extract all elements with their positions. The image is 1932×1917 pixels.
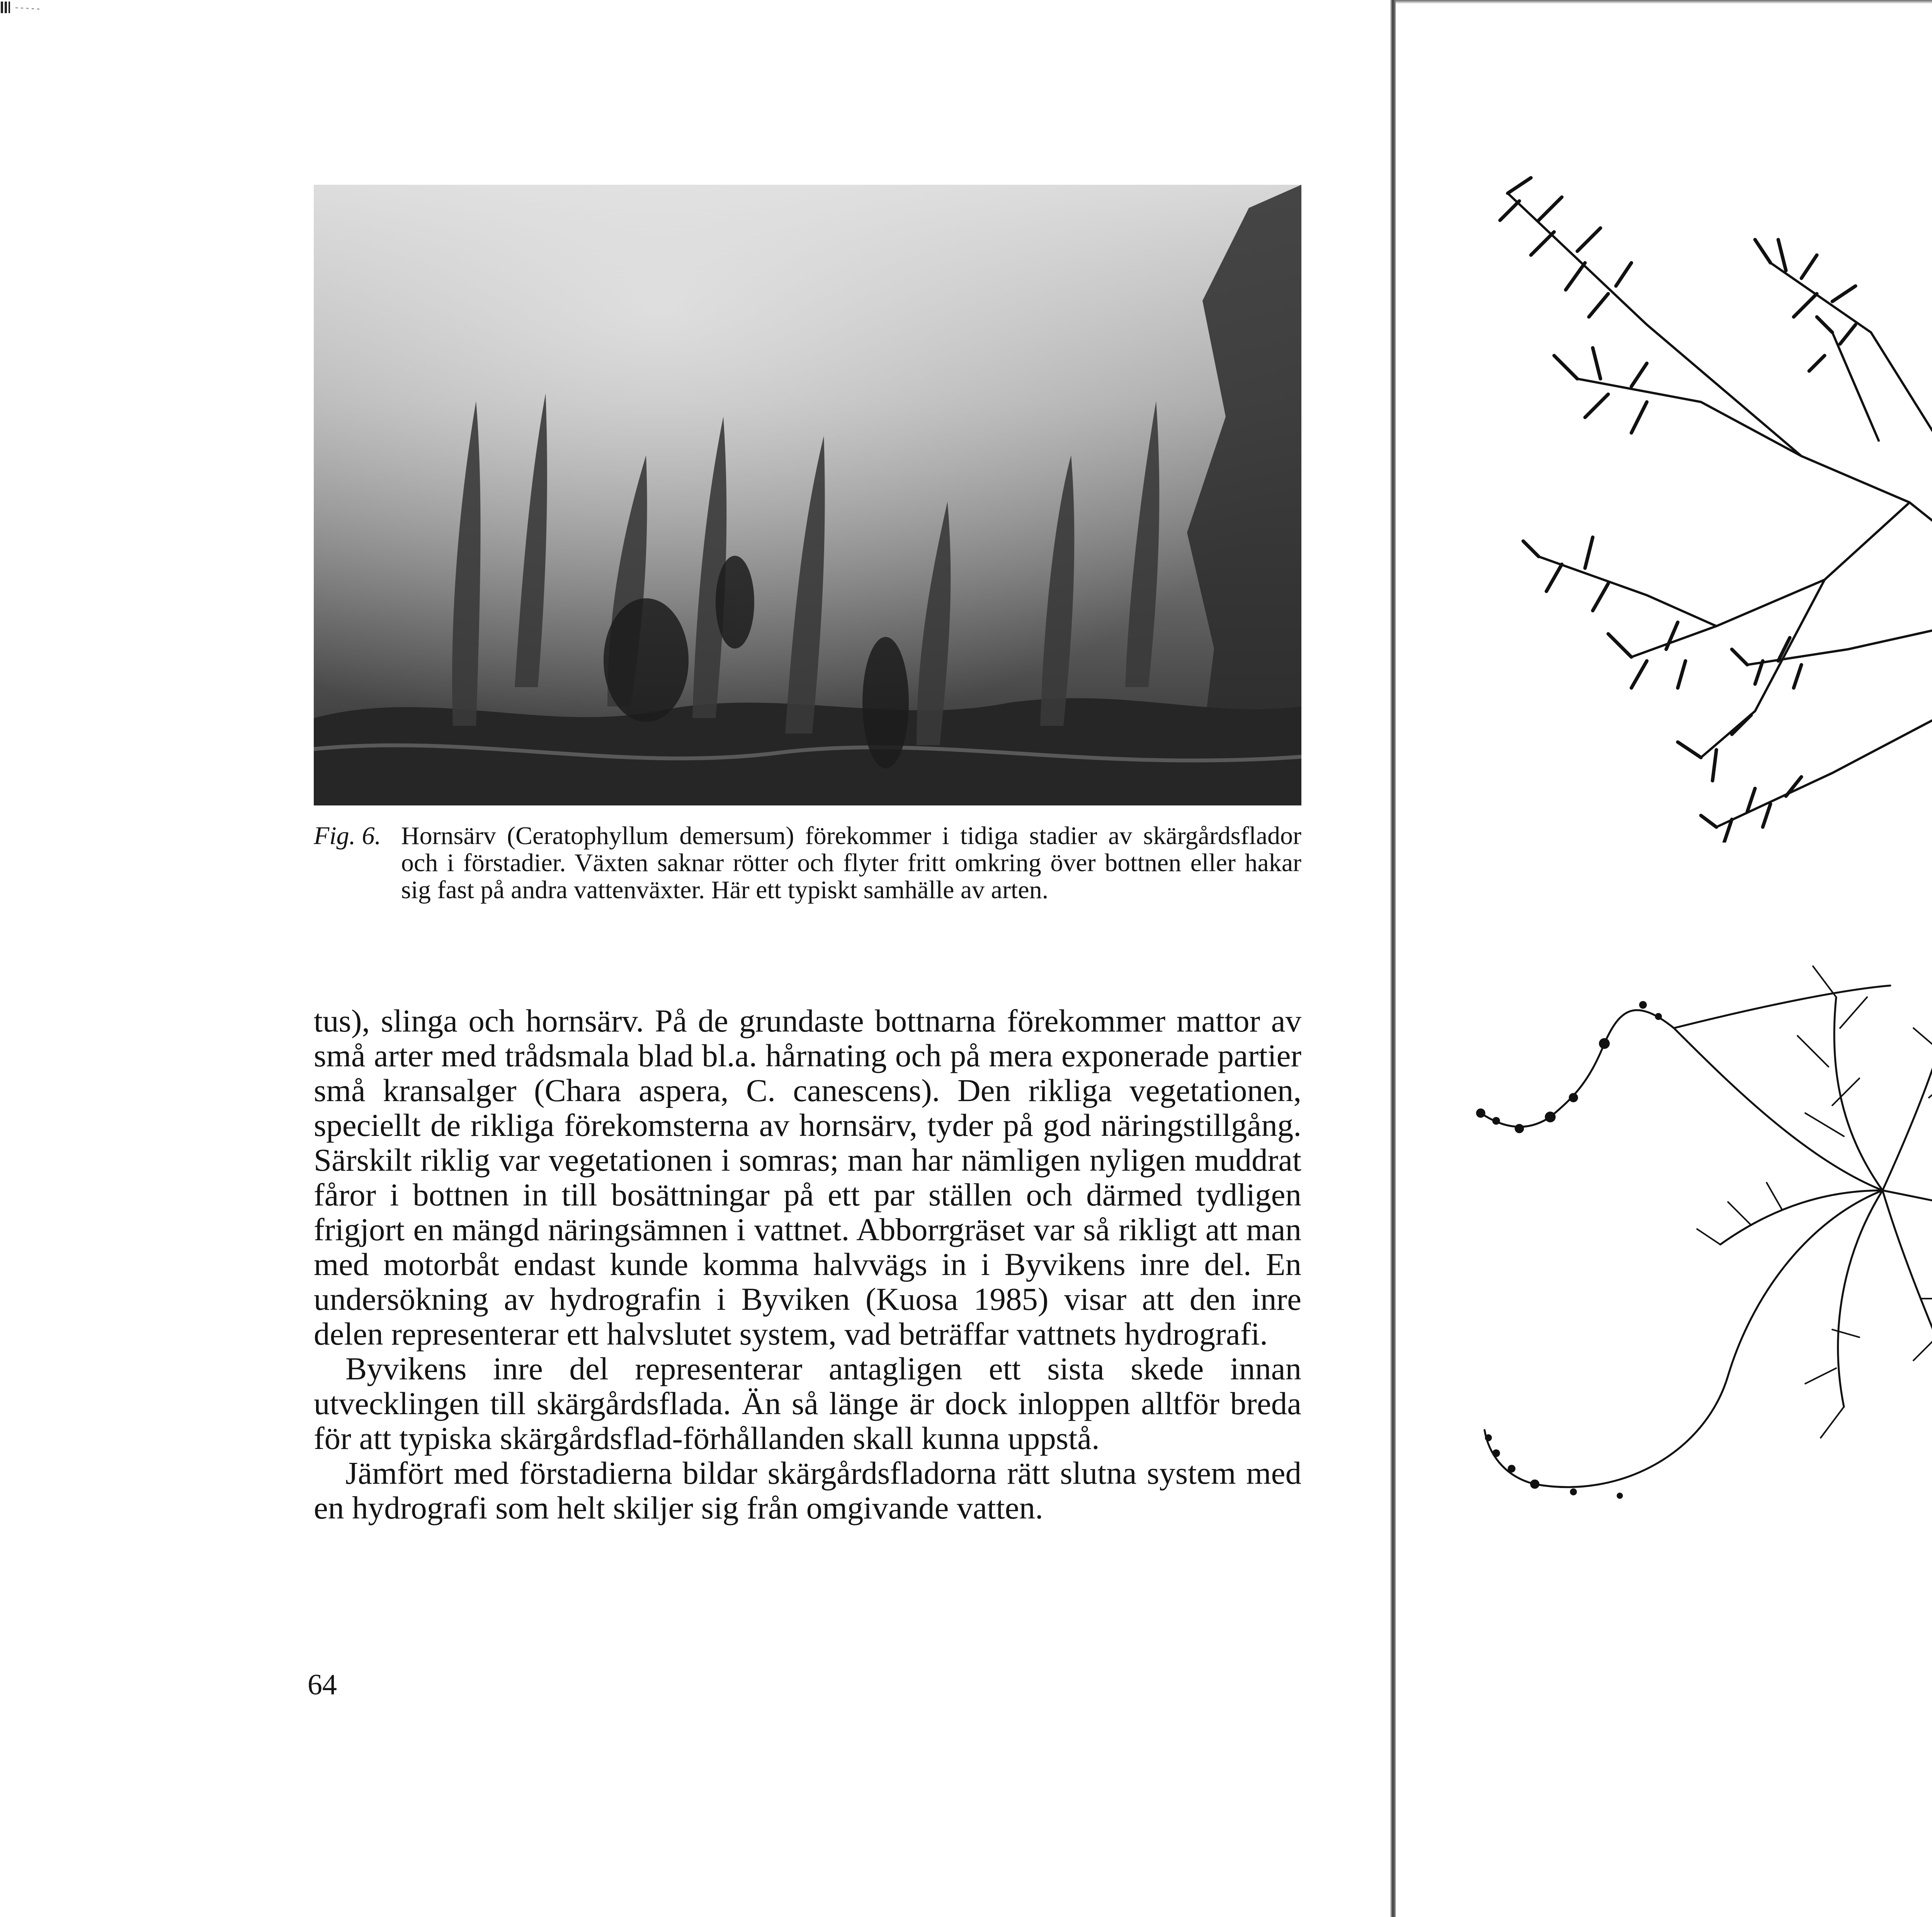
chara-tomentosa-illustration bbox=[1485, 162, 1932, 843]
figure-6-label: Fig. 6. bbox=[314, 822, 381, 850]
underwater-photo-image bbox=[314, 185, 1301, 805]
page-number-left: 64 bbox=[308, 1668, 337, 1701]
figure-6-photo bbox=[314, 185, 1301, 805]
book-gutter bbox=[1390, 0, 1396, 1917]
figure-6-caption-text: Hornsärv (Ceratophyllum demersum) förekommer i tidiga stadier av skärgårdsflador och i förstadier. Växten saknar rötter och flyter fritt omkring över bottnen eller hakar sig fast på andra vattenväxter. Här ett typiskt samhälle av arten. bbox=[401, 822, 1301, 904]
body-text bbox=[314, 1003, 1301, 1525]
paragraph-1: tus), slinga och hornsärv. På de grundaste bottnarna förekommer mattor av små arter med trådsmala blad bl.a. hårnating och på mera exponerade partier små kransalger (Chara aspera, C. canescens). Den rikliga vegetationen, speciellt de rikliga förekomsterna av hornsärv, tyder på god näringstillgång. Särskilt riklig var vegetationen i somras; man har nämligen nyligen muddrat fåror i bottnen in till bosättningar på ett par ställen och därmed tydligen frigjort en mängd näringsämnen i vattnet. Abborrgräset var så rikligt att man med motorbåt endast kunde komma halvvägs in i Byvikens inre del. En undersökning av hydrografin i Byviken (Kuosa 1985) visar att den inre delen representerar ett halvslutet system, vad beträffar vattnets hydrografi. bbox=[314, 1003, 1301, 1352]
paragraph-2: Byvikens inre del representerar antagligen ett sista skede innan utvecklingen till skärgårdsflada. Än så länge är dock inloppen alltför breda för att typiska skärgårdsflad-förhållanden skall kunna uppstå. bbox=[314, 1351, 1301, 1456]
potamogeton-pectinatus-illustration bbox=[1458, 951, 1932, 1592]
figure-6-caption bbox=[314, 822, 1301, 904]
right-page bbox=[1396, 0, 1932, 1917]
paragraph-3: Jämfört med förstadierna bildar skärgårdsfladorna rätt slutna system med en hydrografi som helt skiljer sig från omgivande vatten. bbox=[314, 1455, 1301, 1525]
